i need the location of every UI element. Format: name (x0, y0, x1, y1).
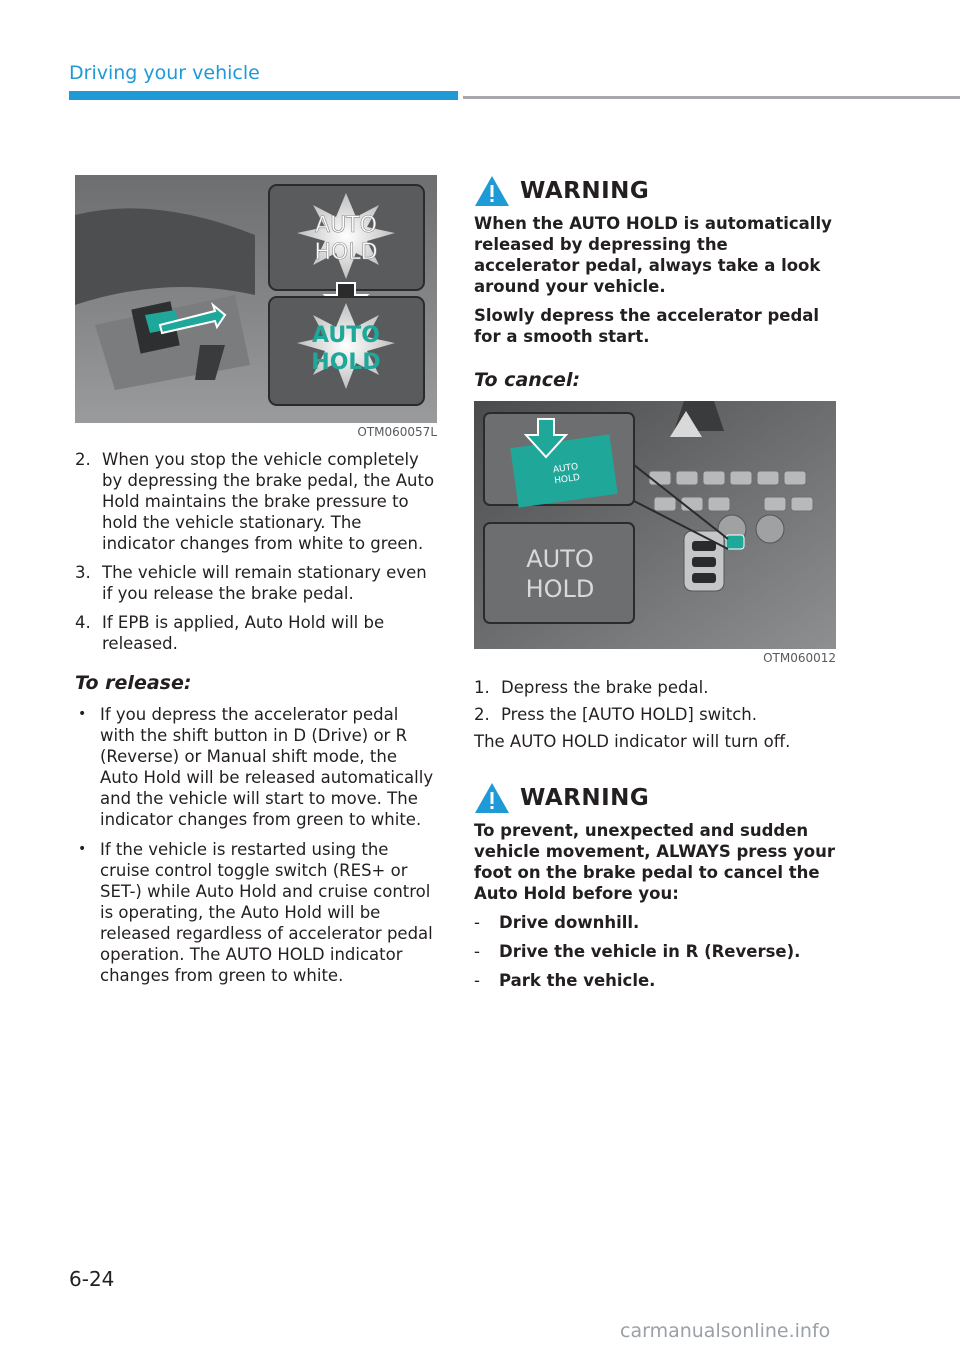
list-item: 4. If EPB is applied, Auto Hold will be released. (75, 613, 385, 653)
warning-triangle-icon (474, 782, 510, 814)
warning-header (474, 175, 836, 207)
cancel-heading: To cancel: (474, 369, 581, 391)
green-auto-label: AUTO (312, 323, 380, 348)
warning-header (474, 782, 836, 814)
list-item: 2. Press the [AUTO HOLD] switch. (474, 705, 757, 724)
switch-hold-label: HOLD (525, 575, 595, 603)
right-column (474, 175, 836, 999)
warning-text: To prevent, unexpected and sudden vehicle movement, ALWAYS press your foot on the brake pedal to cancel the Auto Hold before you: (474, 821, 835, 903)
list-item: 3. The vehicle will remain stationary even if you release the brake pedal. (75, 563, 427, 603)
warning-triangle-icon (474, 175, 510, 207)
cancel-steps-list (474, 677, 836, 725)
list-item: - Park the vehicle. (474, 971, 656, 990)
page-number: 6-24 (69, 1267, 115, 1291)
car-interior-illustration (75, 175, 437, 423)
bullet-icon: • (78, 841, 87, 857)
small-auto-label: AUTO (552, 462, 579, 476)
steps-list (75, 449, 437, 654)
section-title: Driving your vehicle (69, 62, 260, 84)
figure-code: OTM060012 (763, 651, 836, 665)
switch-auto-label: AUTO (526, 545, 594, 573)
bullet-icon: • (78, 706, 87, 722)
warning-items (474, 912, 836, 991)
small-hold-label: HOLD (553, 472, 581, 487)
list-item: • If you depress the accelerator pedal with the shift button in D (Drive) or R (Reverse) or Manual shift mode, the Auto Hold will be released automatically and the vehicle will start to move. The indicator changes from green to white. (78, 705, 434, 829)
cancel-note: The AUTO HOLD indicator will turn off. (474, 732, 791, 751)
auto-hold-switch-figure (474, 401, 836, 649)
white-hold-label: HOLD (314, 240, 378, 265)
list-item: • If the vehicle is restarted using the cruise control toggle switch (RES+ or SET-) while Auto Hold and cruise control is operating, the Auto Hold will be released regardless of accelerator pedal operation. The AUTO HOLD indicator changes from green to white. (78, 840, 433, 985)
list-item: 1. Depress the brake pedal. (474, 678, 709, 697)
header-accent-bar (69, 91, 458, 100)
list-item: - Drive downhill. (474, 913, 640, 932)
green-hold-label: HOLD (311, 350, 381, 375)
left-column (75, 175, 437, 995)
release-heading: To release: (75, 672, 192, 694)
warning-title: WARNING (520, 785, 650, 811)
watermark: carmanualsonline.info (620, 1320, 831, 1342)
list-item: 2. When you stop the vehicle completely by depressing the brake pedal, the Auto Hold maintains the brake pressure to hold the vehicle stationary. The indicator changes from white to green. (75, 450, 435, 553)
auto-hold-indicator-figure (75, 175, 437, 423)
list-item: - Drive the vehicle in R (Reverse). (474, 942, 801, 961)
header-rule (463, 96, 960, 99)
warning-text: When the AUTO HOLD is automatically released by depressing the accelerator pedal, always take a look around your vehicle. (474, 214, 832, 296)
release-bullets (75, 704, 437, 986)
warning-text: Slowly depress the accelerator pedal for a smooth start. (474, 306, 820, 346)
warning-title: WARNING (520, 178, 650, 204)
white-auto-label: AUTO (315, 213, 377, 238)
center-console-illustration (474, 401, 836, 649)
figure-code: OTM060057L (357, 425, 437, 439)
